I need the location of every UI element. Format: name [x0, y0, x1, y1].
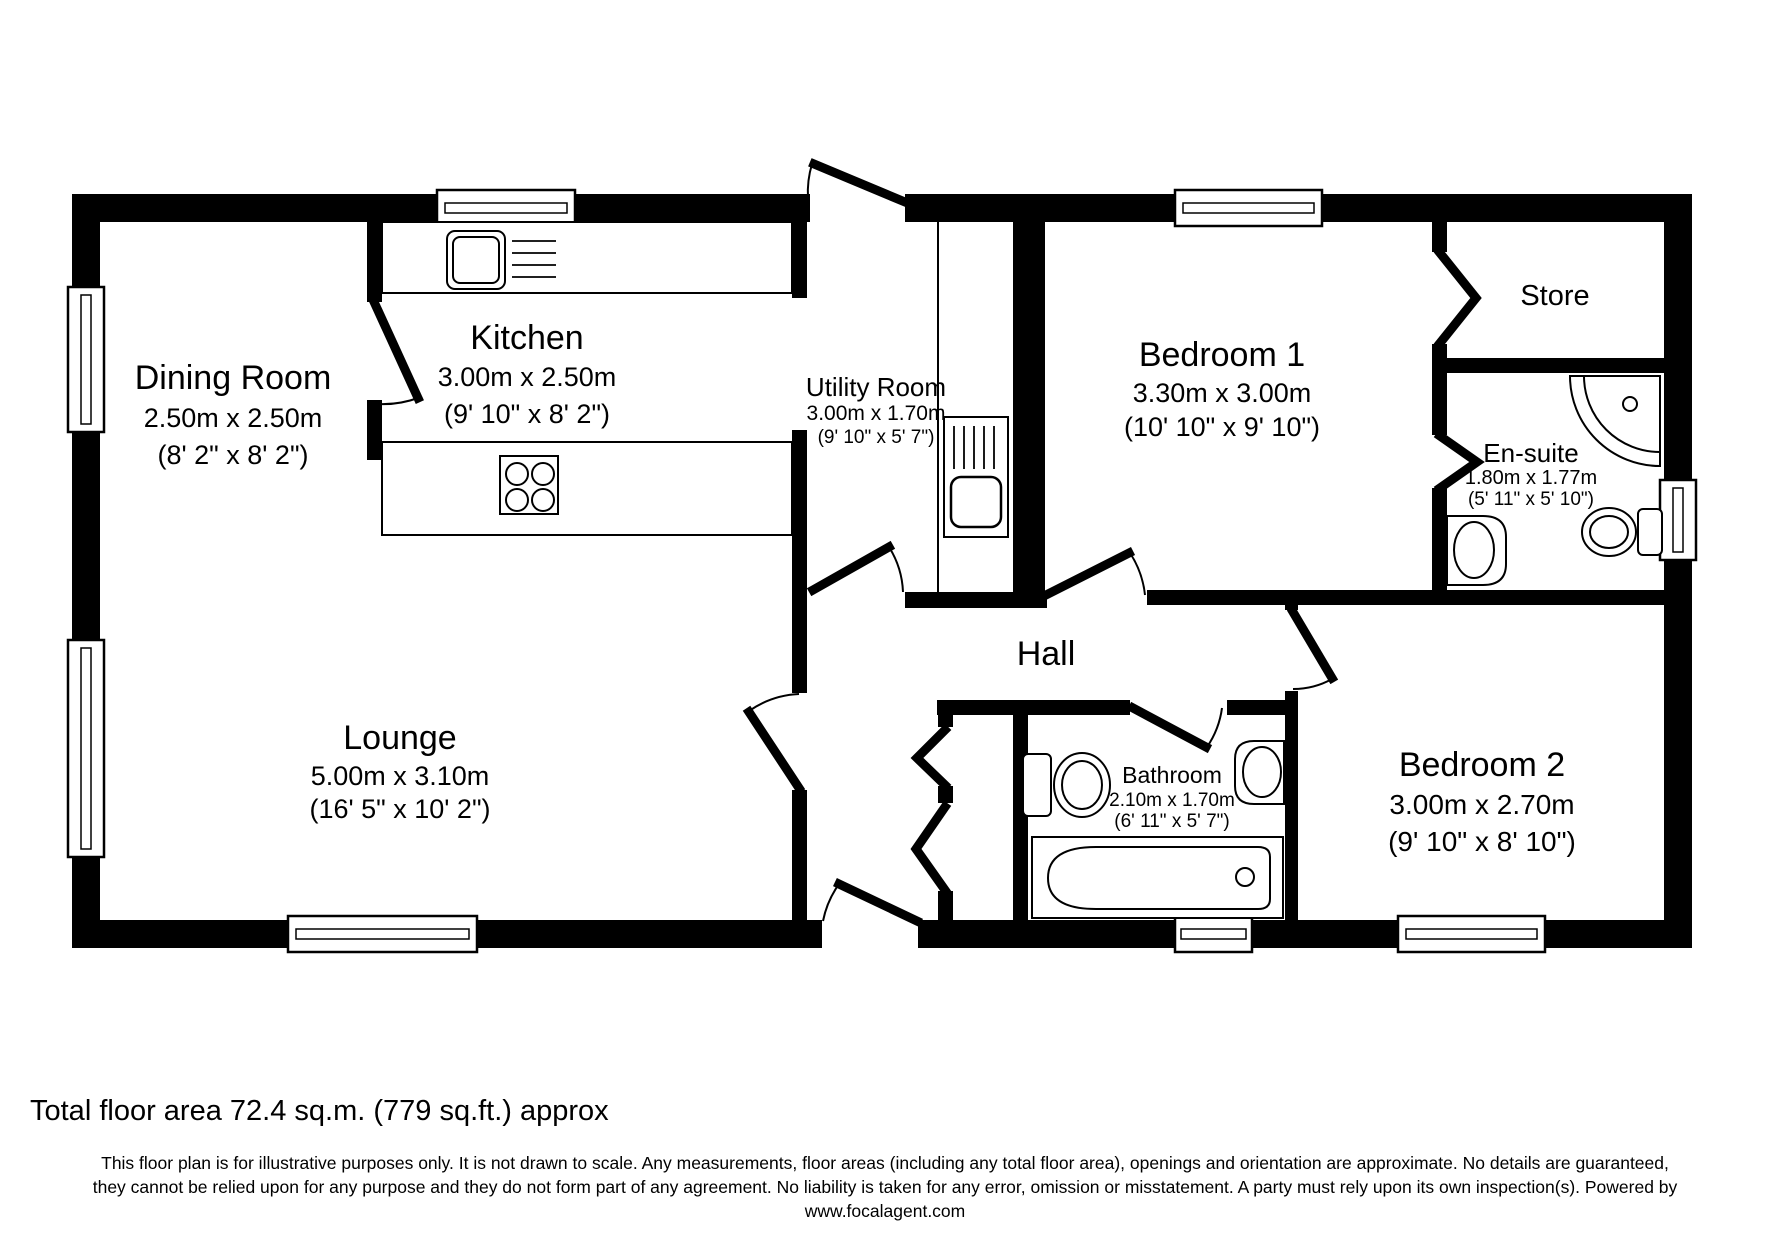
room-label-utility: Utility Room — [805, 372, 947, 402]
wall-store-left-top — [1432, 222, 1447, 252]
room-imperial-dining: (8' 2" x 8' 2") — [157, 440, 309, 470]
ensuite-basin-icon — [1447, 516, 1506, 585]
room-metric-bedroom1: 3.30m x 3.00m — [1132, 378, 1312, 408]
window-bathroom-bottom — [1175, 916, 1252, 952]
wall-kitchen-east-upper — [792, 222, 807, 298]
wall-ensuite-left-bottom — [1432, 488, 1447, 590]
kitchen-counter-top — [382, 222, 792, 293]
total-floor-area-text: Total floor area 72.4 sq.m. (779 sq.ft.) approx — [30, 1095, 609, 1127]
window-bedroom1-top — [1175, 190, 1322, 226]
room-metric-lounge: 5.00m x 3.10m — [310, 761, 490, 791]
disclaimer-line-1: This floor plan is for illustrative purposes only. It is not drawn to scale. Any measurements, floor areas (including any total floor area), openings and orientation are approximate. No details are guaranteed, — [101, 1153, 1669, 1173]
bathroom-basin-icon — [1235, 741, 1284, 804]
window-kitchen-top — [437, 190, 575, 226]
wall-ensuite-left-top — [1432, 373, 1447, 435]
room-imperial-bedroom1: (10' 10" x 9' 10") — [1123, 412, 1321, 442]
ensuite-toilet-icon — [1582, 508, 1662, 556]
room-label-lounge: Lounge — [343, 719, 457, 757]
disclaimer-line-2: they cannot be relied upon for any purpose and they do not form part of any agreement. No liability is taken for any error, omission or misstatement. A party must rely upon its own inspection(s). Powered by — [92, 1177, 1678, 1197]
room-metric-bathroom: 2.10m x 1.70m — [1109, 790, 1235, 811]
room-metric-kitchen: 3.00m x 2.50m — [437, 362, 617, 392]
room-label-bedroom1: Bedroom 1 — [1138, 336, 1306, 374]
wall-exterior-right — [1664, 194, 1692, 948]
utility-sink-icon — [944, 417, 1008, 537]
wall-closet-stub-bottom — [938, 891, 953, 920]
room-imperial-kitchen: (9' 10" x 8' 2") — [443, 399, 611, 429]
wall-kitchen-east-lower — [792, 790, 807, 920]
room-metric-utility: 3.00m x 1.70m — [806, 402, 946, 425]
room-label-bathroom: Bathroom — [1122, 762, 1222, 788]
room-metric-dining: 2.50m x 2.50m — [143, 403, 323, 433]
room-imperial-bathroom: (6' 11" x 5' 7") — [1114, 811, 1230, 832]
wall-utility-bedroom1 — [1013, 222, 1045, 608]
window-bedroom2-bottom — [1398, 916, 1545, 952]
room-label-hall: Hall — [1016, 635, 1076, 673]
wall-hall-bedrooms — [1147, 590, 1664, 605]
wall-closet-stub-top — [938, 700, 953, 727]
wall-bathroom-north-right — [1227, 700, 1285, 715]
window-ensuite-right — [1660, 480, 1696, 560]
kitchen-counter-bottom — [382, 442, 792, 535]
room-metric-bedroom2: 3.00m x 2.70m — [1389, 789, 1575, 820]
kitchen-hob-icon — [500, 456, 558, 514]
room-label-store: Store — [1520, 280, 1590, 312]
disclaimer-line-3: www.focalagent.com — [804, 1201, 966, 1221]
window-dining-left — [68, 287, 104, 432]
room-metric-ensuite: 1.80m x 1.77m — [1464, 467, 1598, 489]
room-imperial-ensuite: (5' 11" x 5' 10") — [1467, 489, 1595, 510]
wall-bathroom-bedroom2 — [1285, 691, 1298, 920]
wall-bathroom-west — [1013, 715, 1028, 920]
wall-kitchen-east-mid — [792, 430, 807, 693]
wall-dining-kitchen-upper — [367, 222, 382, 302]
room-label-kitchen: Kitchen — [470, 319, 584, 357]
room-imperial-bedroom2: (9' 10" x 8' 10") — [1388, 826, 1576, 857]
room-imperial-lounge: (16' 5" x 10' 2") — [309, 794, 491, 824]
room-label-bedroom2: Bedroom 2 — [1398, 746, 1566, 784]
back-door-opening — [822, 918, 918, 950]
window-lounge-bottom — [288, 916, 477, 952]
room-label-ensuite: En-suite — [1483, 438, 1579, 468]
wall-dining-kitchen-lower — [367, 400, 382, 460]
bathroom-toilet-icon — [1023, 753, 1110, 817]
bathroom-bathtub-icon — [1032, 837, 1283, 918]
wall-bathroom-north-left — [937, 700, 1130, 715]
room-label-dining: Dining Room — [134, 359, 332, 397]
wall-store-south — [1432, 358, 1664, 373]
room-imperial-utility: (9' 10" x 5' 7") — [817, 427, 935, 448]
window-lounge-left — [68, 640, 104, 857]
